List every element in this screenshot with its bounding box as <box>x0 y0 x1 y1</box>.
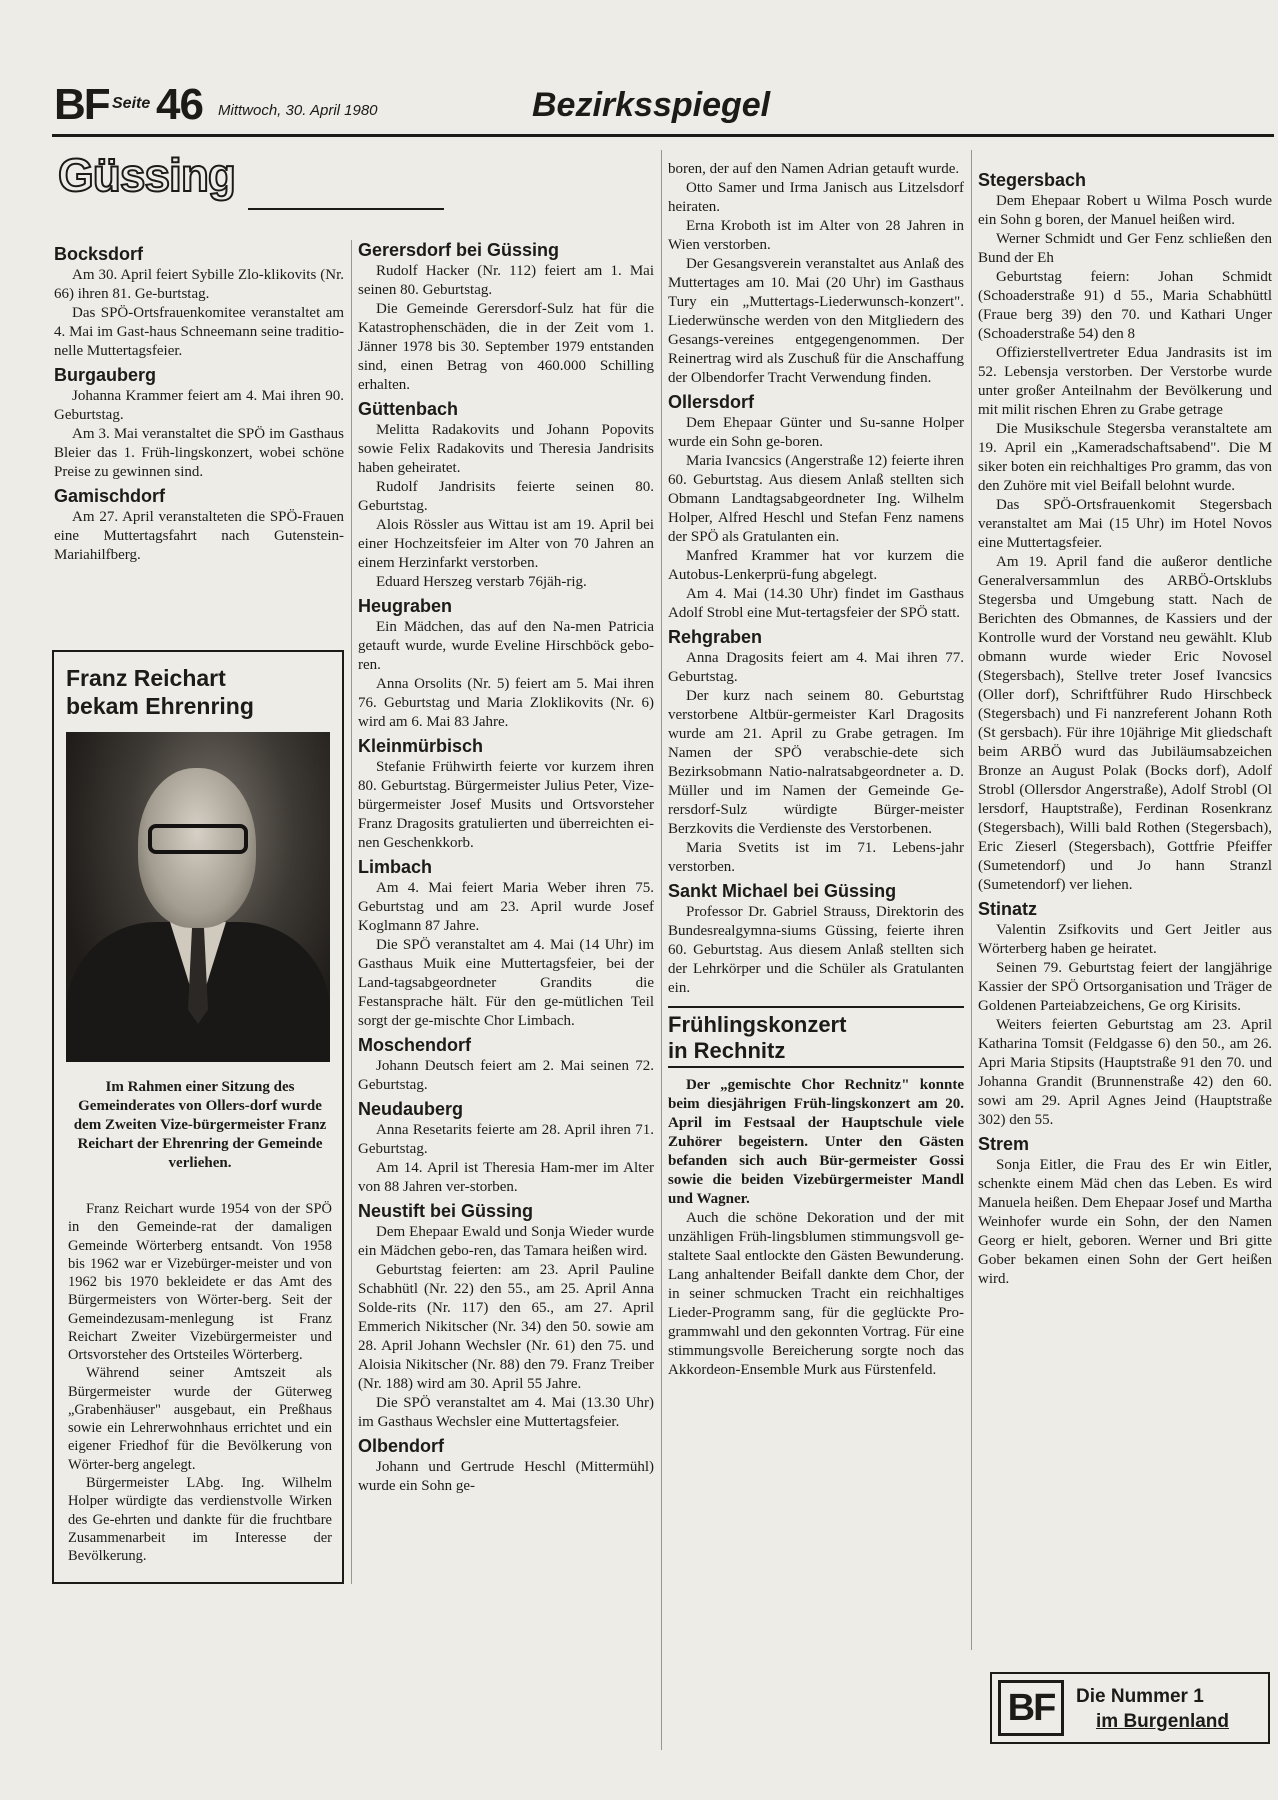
place-heading: Strem <box>978 1134 1030 1154</box>
news-paragraph: Am 3. Mai veranstaltet die SPÖ im Gasthaus Bleier das 1. Früh-lingskonzert, wobei schöne Preise zu gewinnen sind. <box>54 426 344 480</box>
place-heading: Olbendorf <box>358 1436 444 1456</box>
place-heading: Bocksdorf <box>54 244 144 264</box>
news-paragraph: Das SPÖ-Ortsfrauenkomitee veranstaltet am 4. Mai im Gast-haus Schneemann seine traditio-nelle Muttertagsfeier. <box>54 305 344 359</box>
page-header <box>52 80 1274 130</box>
news-paragraph: Am 4. Mai (14.30 Uhr) findet im Gasthaus Adolf Strobl eine Mut-tertagsfeier der SPÖ statt. <box>668 586 964 621</box>
place-heading: Stegersbach <box>978 170 1087 190</box>
place-heading: Moschendorf <box>358 1035 472 1055</box>
column-3 <box>668 160 964 1380</box>
place-heading: Sankt Michael bei Güssing <box>668 881 897 901</box>
news-paragraph: Werner Schmidt und Ger Fenz schließen den Bund der Eh <box>978 231 1272 266</box>
news-paragraph: Professor Dr. Gabriel Strauss, Direktorin des Bundesrealgymna-siums Güssing, feierte ihren 60. Geburtstag. Aus diesem Anlaß stellten sich der Lehrkörper und die Schüler als Gratulanten ein. <box>668 904 964 996</box>
place-heading: Neustift bei Güssing <box>358 1201 534 1221</box>
region-rule <box>248 208 444 210</box>
news-paragraph: Dem Ehepaar Günter und Su-sanne Holper wurde ein Sohn ge-boren. <box>668 415 964 450</box>
news-paragraph: Maria Svetits ist im 71. Lebens-jahr verstorben. <box>668 840 964 875</box>
place-heading: Stinatz <box>978 899 1038 919</box>
place-heading: Rehgraben <box>668 627 763 647</box>
photo-caption: Im Rahmen einer Sitzung des Gemeinderates von Ollers-dorf wurde dem Zweiten Vize-bürgermeister Franz Reichart der Ehrenring der Gemeinde verliehen. <box>73 1079 327 1171</box>
news-paragraph: Rudolf Jandrisits feierte seinen 80. Geburtstag. <box>358 479 654 514</box>
news-paragraph: Johanna Krammer feiert am 4. Mai ihren 90. Geburtstag. <box>54 388 344 423</box>
news-paragraph: Seinen 79. Geburtstag feiert der langjährige Kassier der SPÖ Ortsorganisation und Träger de Goldenen Parteiabzeichens, Ge org Kirisits. <box>978 960 1272 1014</box>
feature-body <box>68 1200 332 1565</box>
news-paragraph: Der kurz nach seinem 80. Geburtstag verstorbene Altbür-germeister Karl Dragosits wurde am 21. April zu Grabe getragen. Im Namen der SPÖ verabschie-dete sich Bezirksobmann Natio-nalratsabgeordneter a. D. Müller und im Namen der Gemeinde Ge-rersdorf-Sulz würdigte Bürger-meister Berzkovits die Verdienste des Verstorbenen. <box>668 688 964 837</box>
place-heading: Gerersdorf bei Güssing <box>358 240 560 260</box>
glasses-icon <box>148 824 248 854</box>
feature-paragraph: Während seiner Amtszeit als Bürgermeister wurde der Güterweg „Grabenhäuser" ausgebaut, ein Preßhaus sowie ein Lehrerwohnhaus errichtet und ein eigener Friedhof für die Bevölkerung von Wörter-berg angelegt. <box>68 1365 332 1473</box>
news-paragraph: Am 30. April feiert Sybille Zlo-klikovits (Nr. 66) ihren 81. Ge-burtstag. <box>54 267 344 302</box>
news-paragraph: Das SPÖ-Ortsfrauenkomit Stegersbach veranstaltet am Mai (15 Uhr) im Hotel Novos eine Muttertagsfeier. <box>978 497 1272 551</box>
place-heading: Heugraben <box>358 596 453 616</box>
news-paragraph: Maria Ivancsics (Angerstraße 12) feierte ihren 60. Geburtstag. Aus diesem Anlaß stellten sich Obmann Landtagsabgeordneter Ing. Wilhelm Holper, Alfred Heschl und Stefan Fenz namens der SPÖ als Gratulanten ein. <box>668 453 964 545</box>
section-title: Bezirksspiegel <box>532 86 771 124</box>
news-paragraph: Anna Orsolits (Nr. 5) feiert am 5. Mai ihren 76. Geburtstag und Maria Zloklikovits (Nr. 6) wird am 6. Mai 83 Jahre. <box>358 676 654 730</box>
news-paragraph: Geburtstag feiern: Johan Schmidt (Schoaderstraße 91) d 55., Maria Schabhüttl (Fraue berg 39) den 70. und Kathari Unger (Schoaderstraße 54) den 8 <box>978 269 1272 342</box>
news-paragraph: boren, der auf den Namen Adrian getauft wurde. <box>668 161 960 177</box>
news-paragraph: Am 19. April fand die außeror dentliche Generalversammlun des ARBÖ-Ortsklubs Stegersba und Umgebung statt. Nach de Berichten des Obmannes, de Kassiers und der Kontrolle wurd der Vorstand neu gewählt. Klub obmann wurde wieder Eric Novosel (Stegersbach), Stellve treter Josef Ivancsics (Oller dorf), Schriftführer Rudo Hirschbeck (Stegersbach) und Fi nanzreferent Johann Roth (St gersbach). Für ihre 10jährige Mit gliedschaft beim ARBÖ wurd das Jubiläumsabzeichen Bronze an August Polak (Bocks dorf), Adolf Strobl (Ollersdor Angerstraße), Adolf Strobl (Ol lersdorf, Hauptstraße), Ferdinan Rosenkranz (Stegersbach), Willi bald Rothen (Stegersbach), Eric Zieserl (Stegersbach), Gottfrie Pfeiffer (Sumetendorf) und Jo hann Stranzl (Sumetendorf) ver liehen. <box>978 554 1272 893</box>
bf-advertisement <box>990 1672 1270 1744</box>
news-paragraph: Rudolf Hacker (Nr. 112) feiert am 1. Mai seinen 80. Geburtstag. <box>358 263 654 298</box>
concert-headline: Frühlingskonzert in Rechnitz <box>668 1006 964 1068</box>
news-paragraph: Anna Dragosits feiert am 4. Mai ihren 77. Geburtstag. <box>668 650 964 685</box>
news-paragraph: Die SPÖ veranstaltet am 4. Mai (14 Uhr) im Gasthaus Muik eine Muttertagsfeier, bei der Land-tagsabgeordneter Grandits die Festansprache hält. Für den ge-mütlichen Teil sorgt der ge-mischte Chor Limbach. <box>358 937 654 1029</box>
region-title: Güssing <box>58 149 236 201</box>
news-paragraph: Eduard Herszeg verstarb 76jäh-rig. <box>376 574 587 590</box>
news-paragraph: Valentin Zsifkovits und Gert Jeitler aus Wörterberg haben ge heiratet. <box>978 922 1272 957</box>
news-paragraph: Johann und Gertrude Heschl (Mittermühl) wurde ein Sohn ge- <box>358 1459 654 1494</box>
feature-box <box>52 650 344 1584</box>
place-heading: Neudauberg <box>358 1099 464 1119</box>
feature-paragraph: Bürgermeister LAbg. Ing. Wilhelm Holper würdigte das verdienstvolle Wirken des Ge-ehrten und dankte für die fruchtbare Zusammenarbeit im Interesse der Bevölkerung. <box>68 1474 332 1565</box>
place-heading: Burgauberg <box>54 365 157 385</box>
column-4 <box>978 166 1272 1289</box>
news-paragraph: Anna Resetarits feierte am 28. April ihren 71. Geburtstag. <box>358 1122 654 1157</box>
bf-ad-logo: BF <box>998 1680 1064 1736</box>
news-paragraph: Am 27. April veranstalteten die SPÖ-Frauen eine Muttertagsfahrt nach Gutenstein-Mariahilfberg. <box>54 509 344 563</box>
news-paragraph: Johann Deutsch feiert am 2. Mai seinen 72. Geburtstag. <box>358 1058 654 1093</box>
place-heading: Limbach <box>358 857 433 877</box>
news-paragraph: Dem Ehepaar Ewald und Sonja Wieder wurde ein Mädchen gebo-ren, das Tamara heißen wird. <box>358 1224 654 1259</box>
number-one: 1 <box>1193 1686 1204 1707</box>
news-paragraph: Am 4. Mai feiert Maria Weber ihren 75. Geburtstag und am 23. April wurde Josef Koglmann 87 Jahre. <box>358 880 654 934</box>
portrait-photo <box>66 732 330 1062</box>
news-paragraph: Ein Mädchen, das auf den Na-men Patricia getauft wurde, wurde Eveline Hirschböck gebo-ren. <box>358 619 654 673</box>
news-paragraph: Melitta Radakovits und Johann Popovits sowie Felix Radakovits und Theresia Jandrisits haben geheiratet. <box>358 422 654 476</box>
news-paragraph: Weiters feierten Geburtstag am 23. April Katharina Tomsit (Feldgasse 6) den 50., am 26. Apri Maria Stipsits (Hauptstraße 91 den 70. und Johanna Grandit (Brunnenstraße 42) den 60. sowi am 29. April Agnes Jeind (Hauptstraße 302) den 55. <box>978 1017 1272 1128</box>
news-paragraph: Offizierstellvertreter Edua Jandrasits ist im 52. Lebensja verstorben. Der Verstorbe wurde unter großer Anteilnahm der Bevölkerung und mit milit rischen Ehren zu Grabe getrage <box>978 345 1272 418</box>
news-paragraph: Geburtstag feierten: am 23. April Pauline Schabhütl (Nr. 22) den 55., am 25. April Anna Solde-rits (Nr. 117) den 65., am 27. April Emmerich Nikitscher (Nr. 34) den 50. sowie am 28. April Johann Wechsler (Nr. 61) den 75. und Aloisia Nikitscher (Nr. 88) den 79. Franz Treiber (Nr. 188) wird am 30. April 55 Jahre. <box>358 1262 654 1392</box>
news-paragraph: Alois Rössler aus Wittau ist am 19. April bei einer Hochzeitsfeier im Alter von 70 Jahren an einem Herzinfarkt verstorben. <box>358 517 654 571</box>
header-rule <box>52 134 1274 137</box>
place-heading: Ollersdorf <box>668 392 755 412</box>
news-paragraph: Manfred Krammer hat vor kurzem die Autobus-Lenkerprü-fung abgelegt. <box>668 548 964 583</box>
page-label: Seite <box>112 95 151 112</box>
place-heading: Güttenbach <box>358 399 459 419</box>
place-heading: Kleinmürbisch <box>358 736 484 756</box>
concert-lead: Der „gemischte Chor Rechnitz" konnte beim diesjährigen Früh-lingskonzert am 20. April im Festsaal der Hauptschule viele Zuhörer begeistern. Unter den Gästen befanden sich auch Bür-germeister Gossi sowie die beiden Vizebürgermeister Mandl und Wagner. <box>668 1077 964 1207</box>
column-1 <box>54 240 344 565</box>
news-paragraph: Am 14. April ist Theresia Ham-mer im Alter von 88 Jahren ver-storben. <box>358 1160 654 1195</box>
issue-date: Mittwoch, 30. April 1980 <box>218 102 378 119</box>
news-paragraph: Die SPÖ veranstaltet am 4. Mai (13.30 Uhr) im Gasthaus Wechsler eine Muttertagsfeier. <box>358 1395 654 1430</box>
news-paragraph: Dem Ehepaar Robert u Wilma Posch wurde ein Sohn g boren, der Manuel heißen wird. <box>978 193 1272 228</box>
page-number: 46 <box>156 80 203 129</box>
news-paragraph: Die Gemeinde Gerersdorf-Sulz hat für die Katastrophenschäden, die in der Zeit vom 1. Jänner 1978 bis 30. September 1979 entstanden sind, einen Betrag von 460.000 Schilling erhalten. <box>358 301 654 393</box>
feature-headline: Franz Reichart bekam Ehrenring <box>66 665 254 719</box>
column-2 <box>358 236 654 1496</box>
concert-paragraph: Auch die schöne Dekoration und der mit unzähligen Früh-lingsblumen stimmungsvoll ge-staltete Saal entlockte den Gästen Bewunderung. Lang anhaltender Beifall dankte dem Chor, der in seiner schmucken Tracht ein reichhaltiges Lieder-Programm sang, für die geglückte Pro-grammwahl und den gekonnten Vortrag. Für eine stimmungsvolle Bereicherung sorgte noch das Akkordeon-Ensemble Murk aus Fürstenfeld. <box>668 1210 964 1378</box>
news-paragraph: Erna Kroboth ist im Alter von 28 Jahren in Wien verstorben. <box>668 218 964 253</box>
masthead-logo: BF <box>54 80 109 129</box>
news-paragraph: Die Musikschule Stegersba veranstaltete am 19. April ein „Kameradschaftsabend". Die M siker boten ein reichhaltiges Pro gramm, das von den Zuhöre mit viel Beifall belohnt wurde. <box>978 421 1272 494</box>
news-paragraph: Otto Samer und Irma Janisch aus Litzelsdorf heiraten. <box>668 180 964 215</box>
news-paragraph: Stefanie Frühwirth feierte vor kurzem ihren 80. Geburtstag. Bürgermeister Julius Peter, Vize-bürgermeister Josef Musits und Ortsvorsteher Franz Dragosits gratulierten und überreichten ei-nen Geschenkkorb. <box>358 759 654 851</box>
bf-ad-slogan: Die Nummer 1 im Burgenland <box>1076 1686 1230 1732</box>
place-heading: Gamischdorf <box>54 486 166 506</box>
news-paragraph: Sonja Eitler, die Frau des Er win Eitler, schenkte einem Mäd chen das Leben. Es wird Manuela heißen. Dem Ehepaar Josef und Martha Weinhofer wurde ein Sohn, der den Namen Georg er hielt, geboren. Werner und Bri gitte Gober bekamen einen Sohn der Gert heißen wird. <box>978 1157 1272 1287</box>
feature-paragraph: Franz Reichart wurde 1954 von der SPÖ in den Gemeinde-rat der damaligen Gemeinde Wörterberg entsandt. Von 1958 bis 1962 war er Vizebürger-meister und von 1962 bis 1970 bekleidete er das Amt des Bürgermeisters von Wörter-berg. Seit der Gemeindezusam-menlegung ist Franz Reichart Zweiter Vizebürgermeister und Ortsvorsteher des Ortsteiles Wörterberg. <box>68 1201 332 1364</box>
news-paragraph: Der Gesangsverein veranstaltet aus Anlaß des Muttertages am 10. Mai (20 Uhr) im Gasthaus Tury ein „Muttertags-Liederwunsch-konzert". Liederwünsche werden von den Mitgliedern des Gesangs-vereines entgegengenommen. Der Reinertrag wird als Zuschuß für die Anschaffung der Olbendorfer Tracht Verwendung finden. <box>668 256 964 386</box>
